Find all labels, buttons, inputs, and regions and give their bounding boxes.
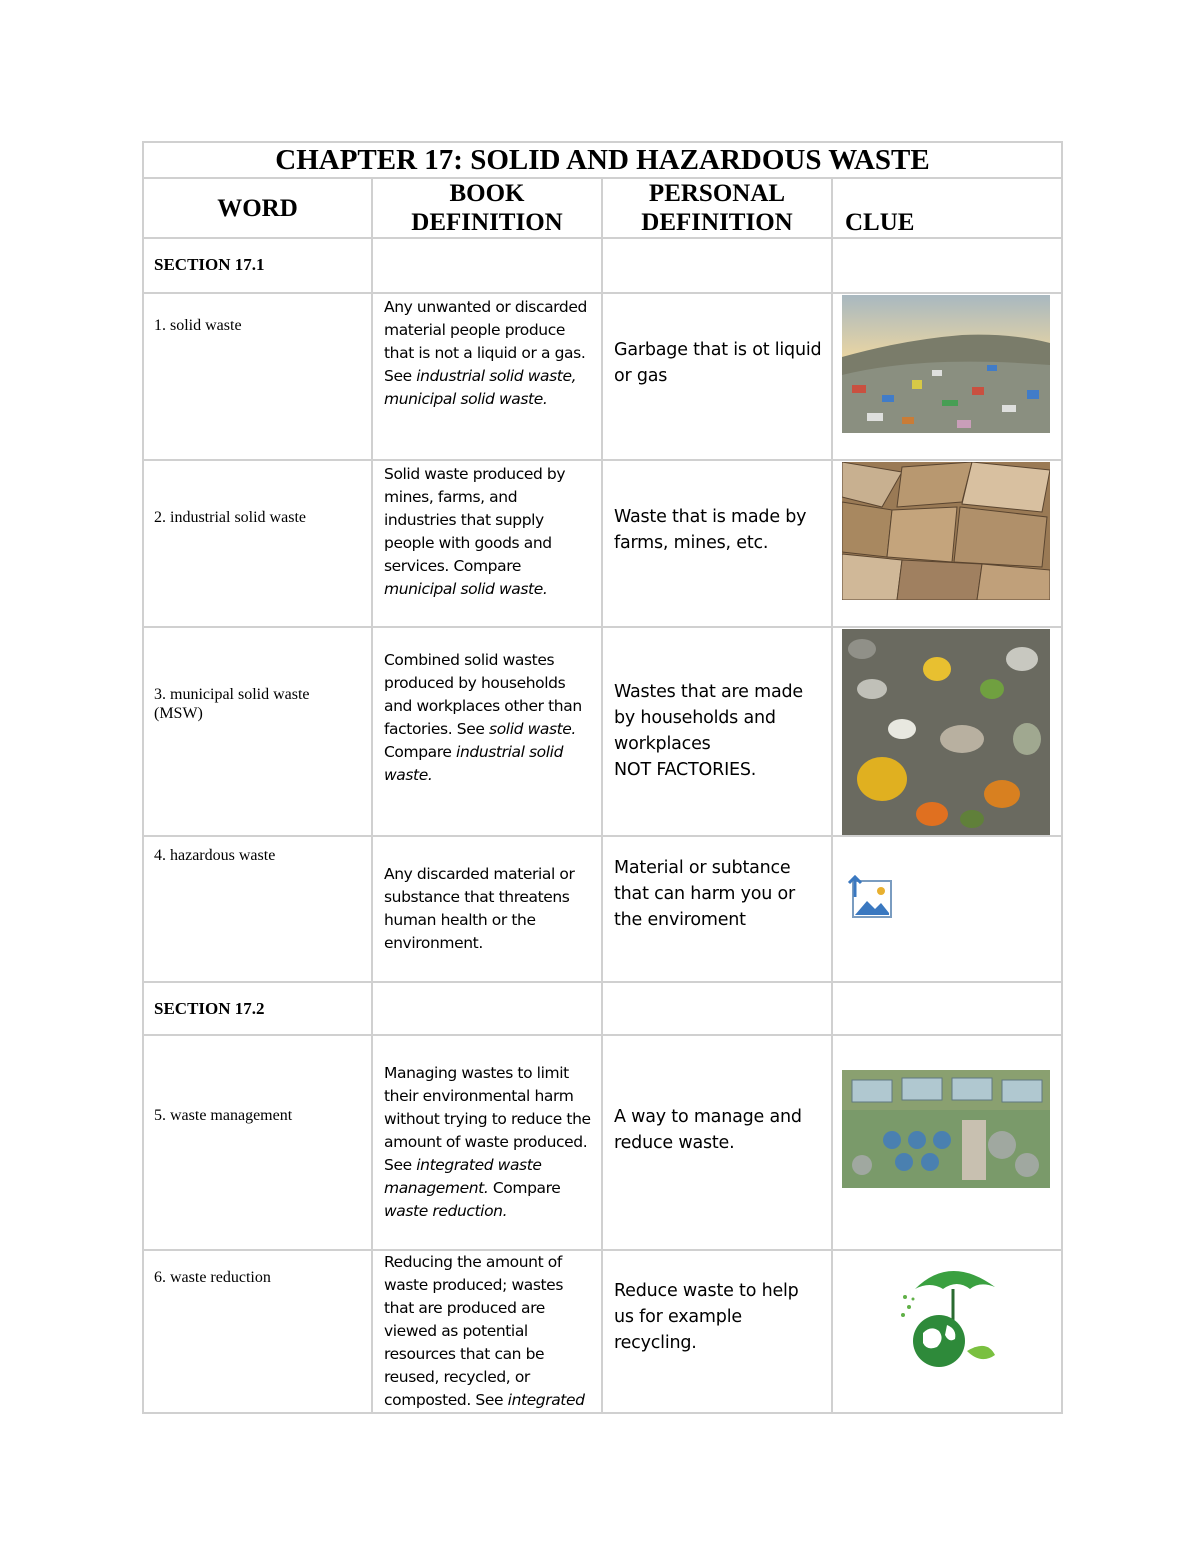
book-definition-cell: Solid waste produced by mines, farms, and industries that supply people with goods and services. Compare municipal solid waste. <box>372 460 602 627</box>
word-cell: 1. solid waste <box>143 293 372 460</box>
section-label: SECTION 17.2 <box>143 982 372 1035</box>
word-cell: 3. municipal solid waste (MSW) <box>143 627 372 836</box>
word-cell: 6. waste reduction <box>143 1250 372 1413</box>
book-definition-cell: Managing wastes to limit their environmental harm without trying to reduce the amount of waste produced. See integrated waste management. Compare waste reduction. <box>372 1035 602 1250</box>
book-definition-cell: Any discarded material or substance that threatens human health or the environment. <box>372 836 602 982</box>
word-cell: 5. waste management <box>143 1035 372 1250</box>
book-definition-cell: Combined solid wastes produced by households and workplaces other than factories. See solid waste. Compare industrial solid waste. <box>372 627 602 836</box>
header-clue: CLUE <box>832 178 1062 238</box>
clue-cell <box>832 1035 1062 1250</box>
vocabulary-table <box>142 141 1063 1414</box>
section-row <box>143 238 1062 293</box>
clue-cell <box>832 460 1062 627</box>
food-waste-photo <box>842 629 1050 835</box>
word-cell: 4. hazardous waste <box>143 836 372 982</box>
table-row <box>143 627 1062 836</box>
cardboard-waste-photo <box>842 462 1050 600</box>
table-row <box>143 836 1062 982</box>
book-definition-cell: Reducing the amount of waste produced; wastes that are produced are viewed as potential resources that can be reused, recycled, or composted. See integrated <box>372 1250 602 1413</box>
table-row <box>143 1035 1062 1250</box>
clue-cell <box>832 293 1062 460</box>
landfill-photo <box>842 295 1050 433</box>
header-book-definition: BOOK DEFINITION <box>372 178 602 238</box>
image-placeholder-icon <box>847 875 895 921</box>
personal-definition-cell: Material or subtance that can harm you or the enviroment <box>602 836 832 982</box>
personal-definition-cell: A way to manage and reduce waste. <box>602 1035 832 1250</box>
personal-definition-cell: Reduce waste to help us for example recycling. <box>602 1250 832 1413</box>
book-definition-cell: Any unwanted or discarded material people produce that is not a liquid or a gas. See industrial solid waste, municipal solid waste. <box>372 293 602 460</box>
personal-definition-cell: Wastes that are made by households and workplaces NOT FACTORIES. <box>602 627 832 836</box>
green-earth-umbrella-icon <box>895 1259 1001 1371</box>
page-title: CHAPTER 17: SOLID AND HAZARDOUS WASTE <box>143 142 1062 178</box>
clue-cell <box>832 836 1062 982</box>
header-row <box>143 178 1062 238</box>
table-row <box>143 460 1062 627</box>
header-word: WORD <box>143 178 372 238</box>
clue-cell <box>832 627 1062 836</box>
table-row <box>143 293 1062 460</box>
section-row <box>143 982 1062 1035</box>
clue-cell <box>832 1250 1062 1413</box>
header-personal-definition: PERSONAL DEFINITION <box>602 178 832 238</box>
title-row <box>143 142 1062 178</box>
personal-definition-cell: Waste that is made by farms, mines, etc. <box>602 460 832 627</box>
treatment-plant-photo <box>842 1070 1050 1188</box>
personal-definition-cell: Garbage that is ot liquid or gas <box>602 293 832 460</box>
table-row <box>143 1250 1062 1413</box>
word-cell: 2. industrial solid waste <box>143 460 372 627</box>
section-label: SECTION 17.1 <box>143 238 372 293</box>
